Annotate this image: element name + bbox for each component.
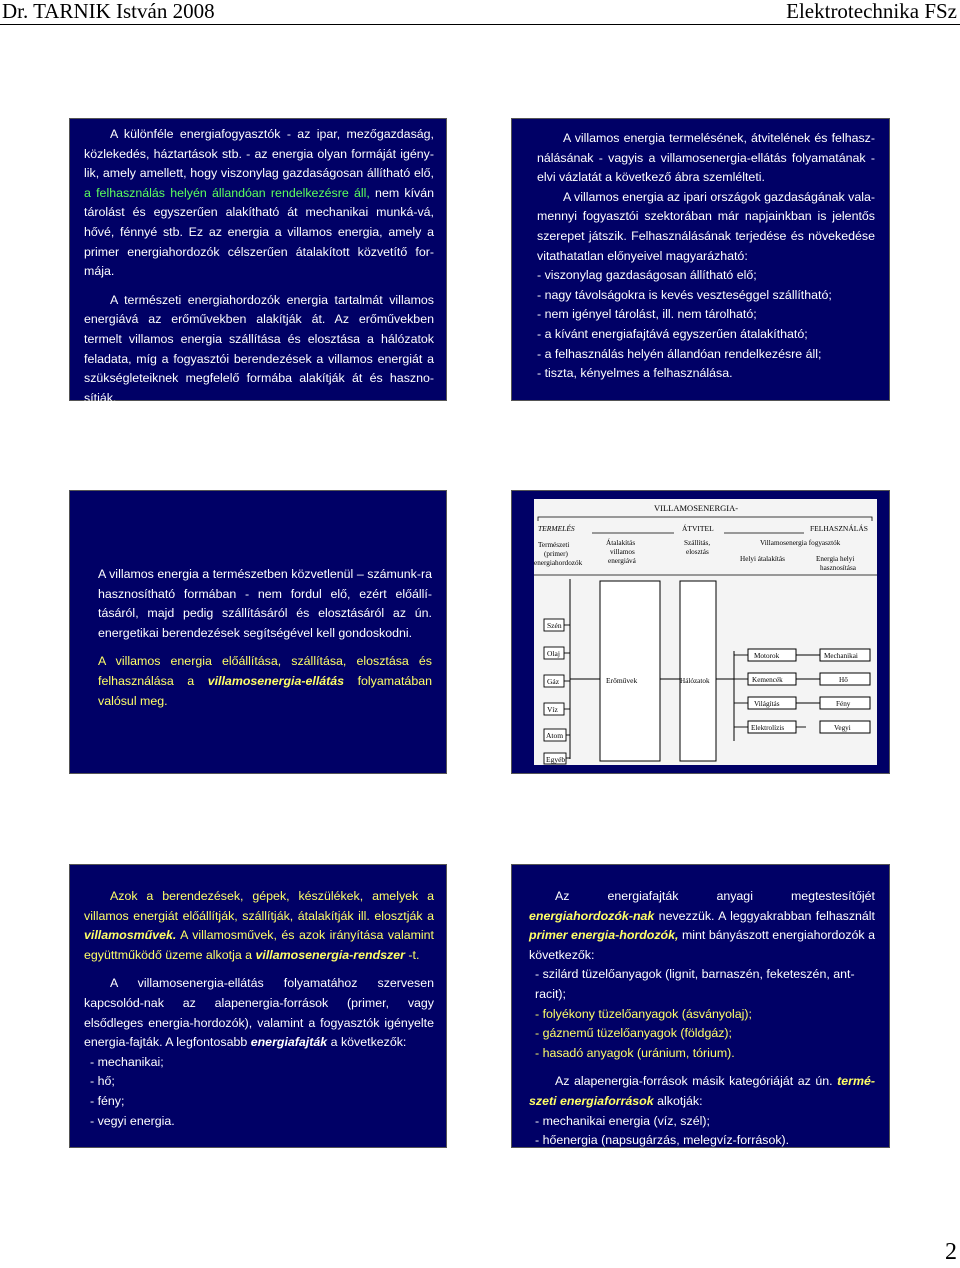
list-item: - nagy távolságokra is kevés veszteséggel szállítható;: [537, 287, 832, 302]
col1-line: (primer): [544, 550, 568, 558]
list-item: - tiszta, kényelmes a felhasználása.: [537, 366, 733, 381]
text: A különféle energiafogyasztók - az ipar, mezőgazdaság, közlekedés, háztartások stb. - az energia olyan formáját igény-lik, amely amellett, hogy viszonylag gazdaságosan állítható elő,: [84, 127, 434, 181]
page-header: [0, 0, 960, 24]
consumer-label: Motorok: [754, 652, 780, 660]
text: Az erőművekben termelt villamos energia szállítása és elosztása a hálózatok feladata, míg a fogyasztói berendezések a villamos energiát a szükségleteiknek megfelelő formába alakítják át és haszno-sítják.: [84, 312, 434, 405]
power-plant-label: Erőművek: [606, 676, 638, 685]
text: alkotják:: [653, 1093, 703, 1108]
text: a következők:: [327, 1035, 407, 1050]
col3-line: elosztás: [686, 548, 709, 556]
emphasis-text: villamosenergia-rendszer: [255, 947, 405, 962]
slide-5-paragraph-1: [84, 887, 434, 965]
slide-6: [511, 864, 890, 1148]
emphasis-text: villamosenergia-ellátás: [207, 673, 345, 688]
col2-line: Átalakítás: [606, 539, 636, 547]
slide-1: [69, 118, 447, 405]
grid-label: Hálózatok: [680, 677, 710, 685]
diagram-top-title: VILLAMOSENERGIA-: [654, 503, 739, 513]
highlight-text: a felhasználás helyén állandóan rendelkezésre áll,: [84, 185, 370, 200]
col3-line: Szállítás,: [684, 539, 711, 547]
source-label: Szén: [547, 621, 562, 630]
slide-3: [69, 490, 447, 774]
slide-2: [511, 118, 890, 401]
diagram-consumers: [748, 649, 796, 733]
use-label: Hő: [839, 676, 848, 684]
source-label: Olaj: [547, 649, 560, 658]
consumer-label: Világítás: [754, 700, 780, 708]
slide-4: [511, 490, 890, 774]
col4a-label: Helyi átalakítás: [740, 555, 785, 563]
text: A villamosenergia-ellátás folyamatához szervesen kapcsolód-nak az alapenergia-források (primer, vagy elsődleges energia-hordozók), valamint a fogyasztók igényelte energia-fajták. A legfontosabb: [84, 976, 434, 1050]
text: nem kíván tárolást és egyszerűen alakítható át mechanikai munká-vá, hővé, fénnyé stb.: [84, 185, 434, 239]
power-plant-box: [600, 581, 660, 761]
text: mint bányászott energiahordozók a következők:: [529, 928, 875, 962]
use-label: Vegyi: [834, 724, 851, 732]
diagram-sources: [544, 619, 566, 764]
emphasis-text: energiahordozók-nak: [529, 908, 655, 923]
list-item: - folyékony tüzelőanyagok (ásványolaj);: [535, 1006, 752, 1021]
grid-box: [680, 581, 716, 761]
slide-2-paragraph-2: A villamos energia az ipari országok gazdaságának vala-mennyi fogyasztói szektorában már napjainkban is jelentős szerepet játszik. Felhasználásának terjedése és növekedése vitathatatlan előnyeivel magyarázható:: [537, 189, 876, 263]
col5-line: Energia helyi: [816, 555, 855, 563]
emphasis-text: termé-szeti energiaforrások: [529, 1074, 875, 1108]
text: Az energiafajták anyagi megtestesítőjét: [555, 889, 875, 903]
text: Ez az energia a villamos energia, amely a primer energiahordozók célszerűen átalakított közvetítő for-mája.: [84, 224, 434, 279]
slide-6-paragraph-2: [529, 1072, 875, 1111]
text: nevezzük. A leggyakrabban felhasznált: [654, 908, 875, 923]
emphasis-text: energiafajták: [250, 1035, 328, 1050]
source-label: Egyéb: [546, 755, 566, 764]
text: Az alapenergia-források másik kategóriáját az ún.: [555, 1074, 838, 1089]
consumer-connectors: [734, 655, 820, 727]
emphasis-text: primer energia-hordozók,: [529, 928, 679, 943]
text: -t.: [404, 947, 420, 962]
list-item: - a kívánt energiafajtává egyszerűen átalakítható;: [537, 326, 808, 341]
diagram-svg: [534, 499, 877, 765]
consumer-label: Elektrolízis: [751, 724, 785, 732]
list-item: - fény;: [90, 1093, 125, 1108]
slide-3-paragraph-2: [98, 652, 432, 711]
text: A természeti energiahordozók energia tartalmát villamos energiává az erőművekben alakítják át.: [84, 292, 434, 327]
text: folyamatában valósul meg.: [98, 673, 432, 708]
diagram-felhasznalas: FELHASZNÁLÁS: [810, 524, 868, 533]
page-number: 2: [945, 1239, 957, 1265]
list-item: - viszonylag gazdaságosan állítható elő;: [537, 268, 757, 283]
list-item: - vegyi energia.: [90, 1113, 175, 1128]
energy-supply-diagram: [534, 499, 877, 765]
slide-1-paragraph-1: [84, 125, 434, 282]
slide-2-paragraph-1: A villamos energia termelésének, átvitelének és felhasz-nálásának - vagyis a villamosenergia-ellátás folyamatának - elvi vázlatát a következő ábra szemlélteti.: [537, 131, 875, 185]
text: Azok a berendezések, gépek, készülékek, amelyek a villamos energiát előállítják, szállítják, átalakítják ill. elosztják a: [84, 889, 434, 923]
diagram-atvitel: ÁTVITEL: [682, 524, 714, 533]
list-item: - mechanikai energia (víz, szél);: [535, 1113, 710, 1128]
slide-1-paragraph-2: [84, 291, 434, 409]
list-item: - szilárd tüzelőanyagok (lignit, barnaszén, feketeszén, ant-racit);: [535, 967, 855, 1001]
header-author: Dr. TARNIK István 2008: [2, 0, 215, 23]
text: A villamosművek, és azok irányítása valamint együttműködő üzeme alkotja a: [84, 928, 434, 962]
header-course: Elektrotechnika FSz: [786, 0, 957, 23]
slide-5-paragraph-2: [84, 974, 434, 1052]
col5-line: hasznosítása: [820, 564, 856, 572]
source-label: Víz: [547, 705, 558, 714]
slide-3-paragraph-1: A villamos energia a természetben közvetlenül – számunk-ra hasznosítható formában - nem fordul elő, ezért előállí-tásáról, majd pedig szállításáról és elosztásáról az ún. energetikai berendezések segítségével kell gondoskodni.: [98, 567, 432, 640]
emphasis-text: villamosművek.: [84, 928, 177, 943]
list-item: - hőenergia (napsugárzás, melegvíz-források).: [535, 1133, 790, 1148]
source-label: Gáz: [547, 677, 560, 686]
col4-label: Villamosenergia fogyasztók: [760, 539, 841, 547]
col2-line: energiává: [608, 557, 636, 565]
bracket-top: [538, 517, 872, 521]
slide-5: [69, 864, 447, 1148]
header-divider: [0, 24, 960, 25]
col1-line: energiahordozók: [534, 559, 583, 567]
list-item: - hasadó anyagok (uránium, tórium).: [535, 1045, 735, 1060]
use-label: Mechanikai: [824, 652, 858, 660]
diagram-termeles: TERMELÉS: [538, 524, 575, 533]
list-item: - a felhasználás helyén állandóan rendelkezésre áll;: [537, 346, 822, 361]
col1-line: Természeti: [538, 541, 570, 549]
diagram-uses: [820, 649, 870, 733]
list-item: - gáznemű tüzelőanyagok (földgáz);: [535, 1026, 732, 1041]
slide-6-paragraph-1: [529, 887, 875, 965]
list-item: - hő;: [90, 1074, 115, 1089]
list-item: - mechanikai;: [90, 1054, 164, 1069]
list-item: - nem igényel tárolást, ill. nem tárolható;: [537, 307, 757, 322]
use-label: Fény: [836, 700, 851, 708]
text: A villamos energia előállítása, szállítása, elosztása és felhasználása a: [98, 654, 432, 688]
source-label: Atom: [546, 731, 564, 740]
consumer-label: Kemencék: [752, 676, 783, 684]
diagram-column-headers: [534, 537, 857, 572]
col2-line: villamos: [610, 548, 635, 556]
